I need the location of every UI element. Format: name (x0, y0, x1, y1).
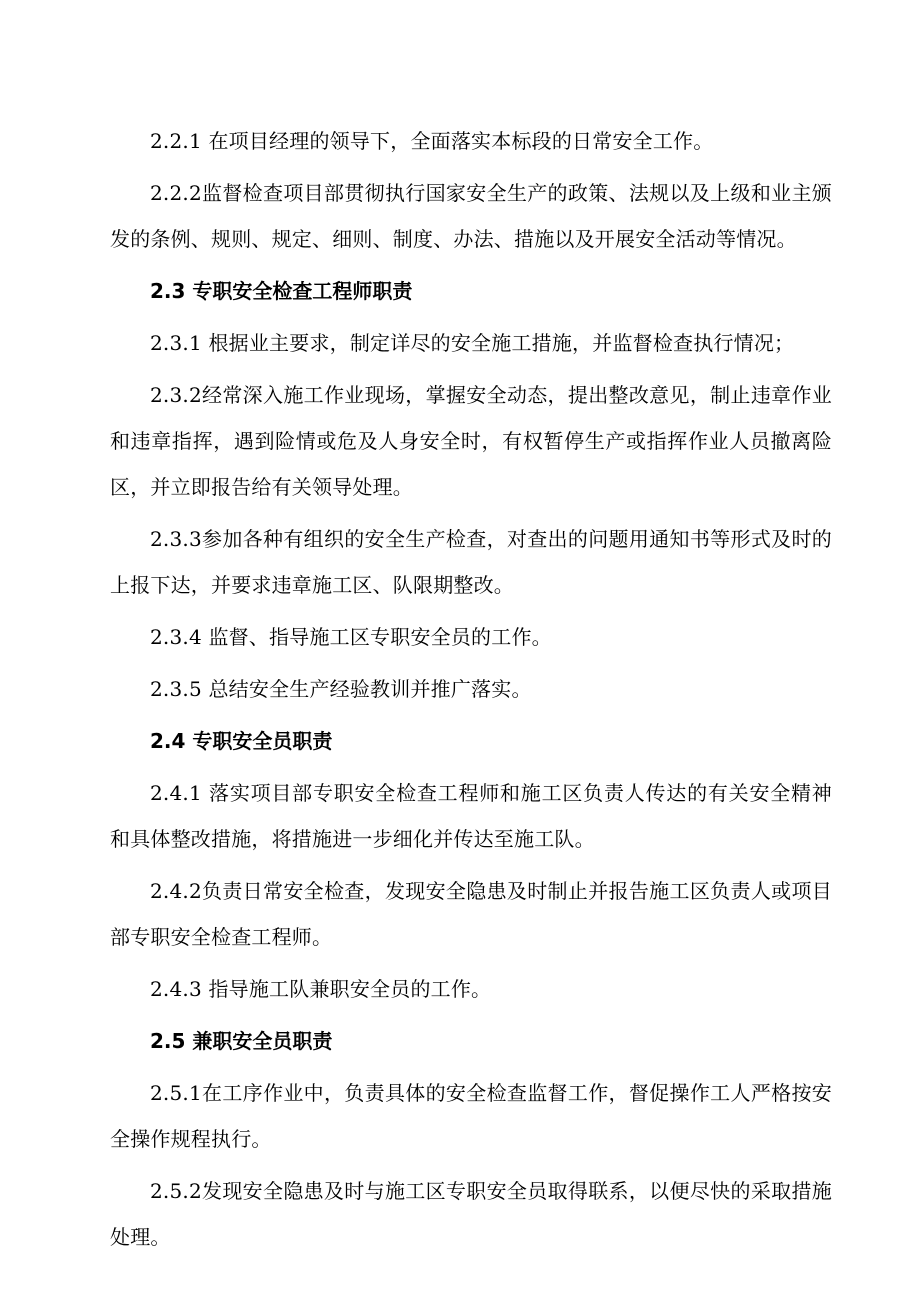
paragraph-2-4-2: 2.4.2负责日常安全检查，发现安全隐患及时制止并报告施工区负责人或项目部专职安全检查工程师。 (110, 879, 832, 949)
paragraph-2-3-1: 2.3.1 根据业主要求，制定详尽的安全施工措施，并监督检查执行情况； (150, 331, 795, 355)
paragraph-2-4-3: 2.4.3 指导施工队兼职安全员的工作。 (150, 977, 492, 1001)
document-body (110, 118, 832, 1266)
section-heading-2-5: 2.5 兼职安全员职责 (150, 1029, 333, 1053)
paragraph-2-3-3: 2.3.3参加各种有组织的安全生产检查，对查出的问题用通知书等形式及时的上报下达，并要求违章施工区、队限期整改。 (110, 527, 832, 597)
paragraph-2-3-2: 2.3.2经常深入施工作业现场，掌握安全动态，提出整改意见，制止违章作业和违章指挥，遇到险情或危及人身安全时，有权暂停生产或指挥作业人员撤离险区，并立即报告给有关领导处理。 (110, 383, 832, 499)
paragraph-2-3-4: 2.3.4 监督、指导施工区专职安全员的工作。 (150, 625, 552, 649)
paragraph-2-2-1: 2.2.1 在项目经理的领导下，全面落实本标段的日常安全工作。 (150, 129, 714, 153)
paragraph-2-2-2: 2.2.2监督检查项目部贯彻执行国家安全生产的政策、法规以及上级和业主颁发的条例、规则、规定、细则、制度、办法、措施以及开展安全活动等情况。 (110, 181, 832, 251)
paragraph-2-3-5: 2.3.5 总结安全生产经验教训并推广落实。 (150, 677, 532, 701)
paragraph-2-5-2: 2.5.2发现安全隐患及时与施工区专职安全员取得联系，以便尽快的采取措施处理。 (110, 1179, 832, 1249)
paragraph-2-5-1: 2.5.1在工序作业中，负责具体的安全检查监督工作，督促操作工人严格按安全操作规程执行。 (110, 1081, 832, 1151)
section-heading-2-4: 2.4 专职安全员职责 (150, 729, 333, 753)
paragraph-2-4-1: 2.4.1 落实项目部专职安全检查工程师和施工区负责人传达的有关安全精神和具体整改措施，将措施进一步细化并传达至施工队。 (110, 781, 832, 851)
section-heading-2-3: 2.3 专职安全检查工程师职责 (150, 279, 413, 303)
